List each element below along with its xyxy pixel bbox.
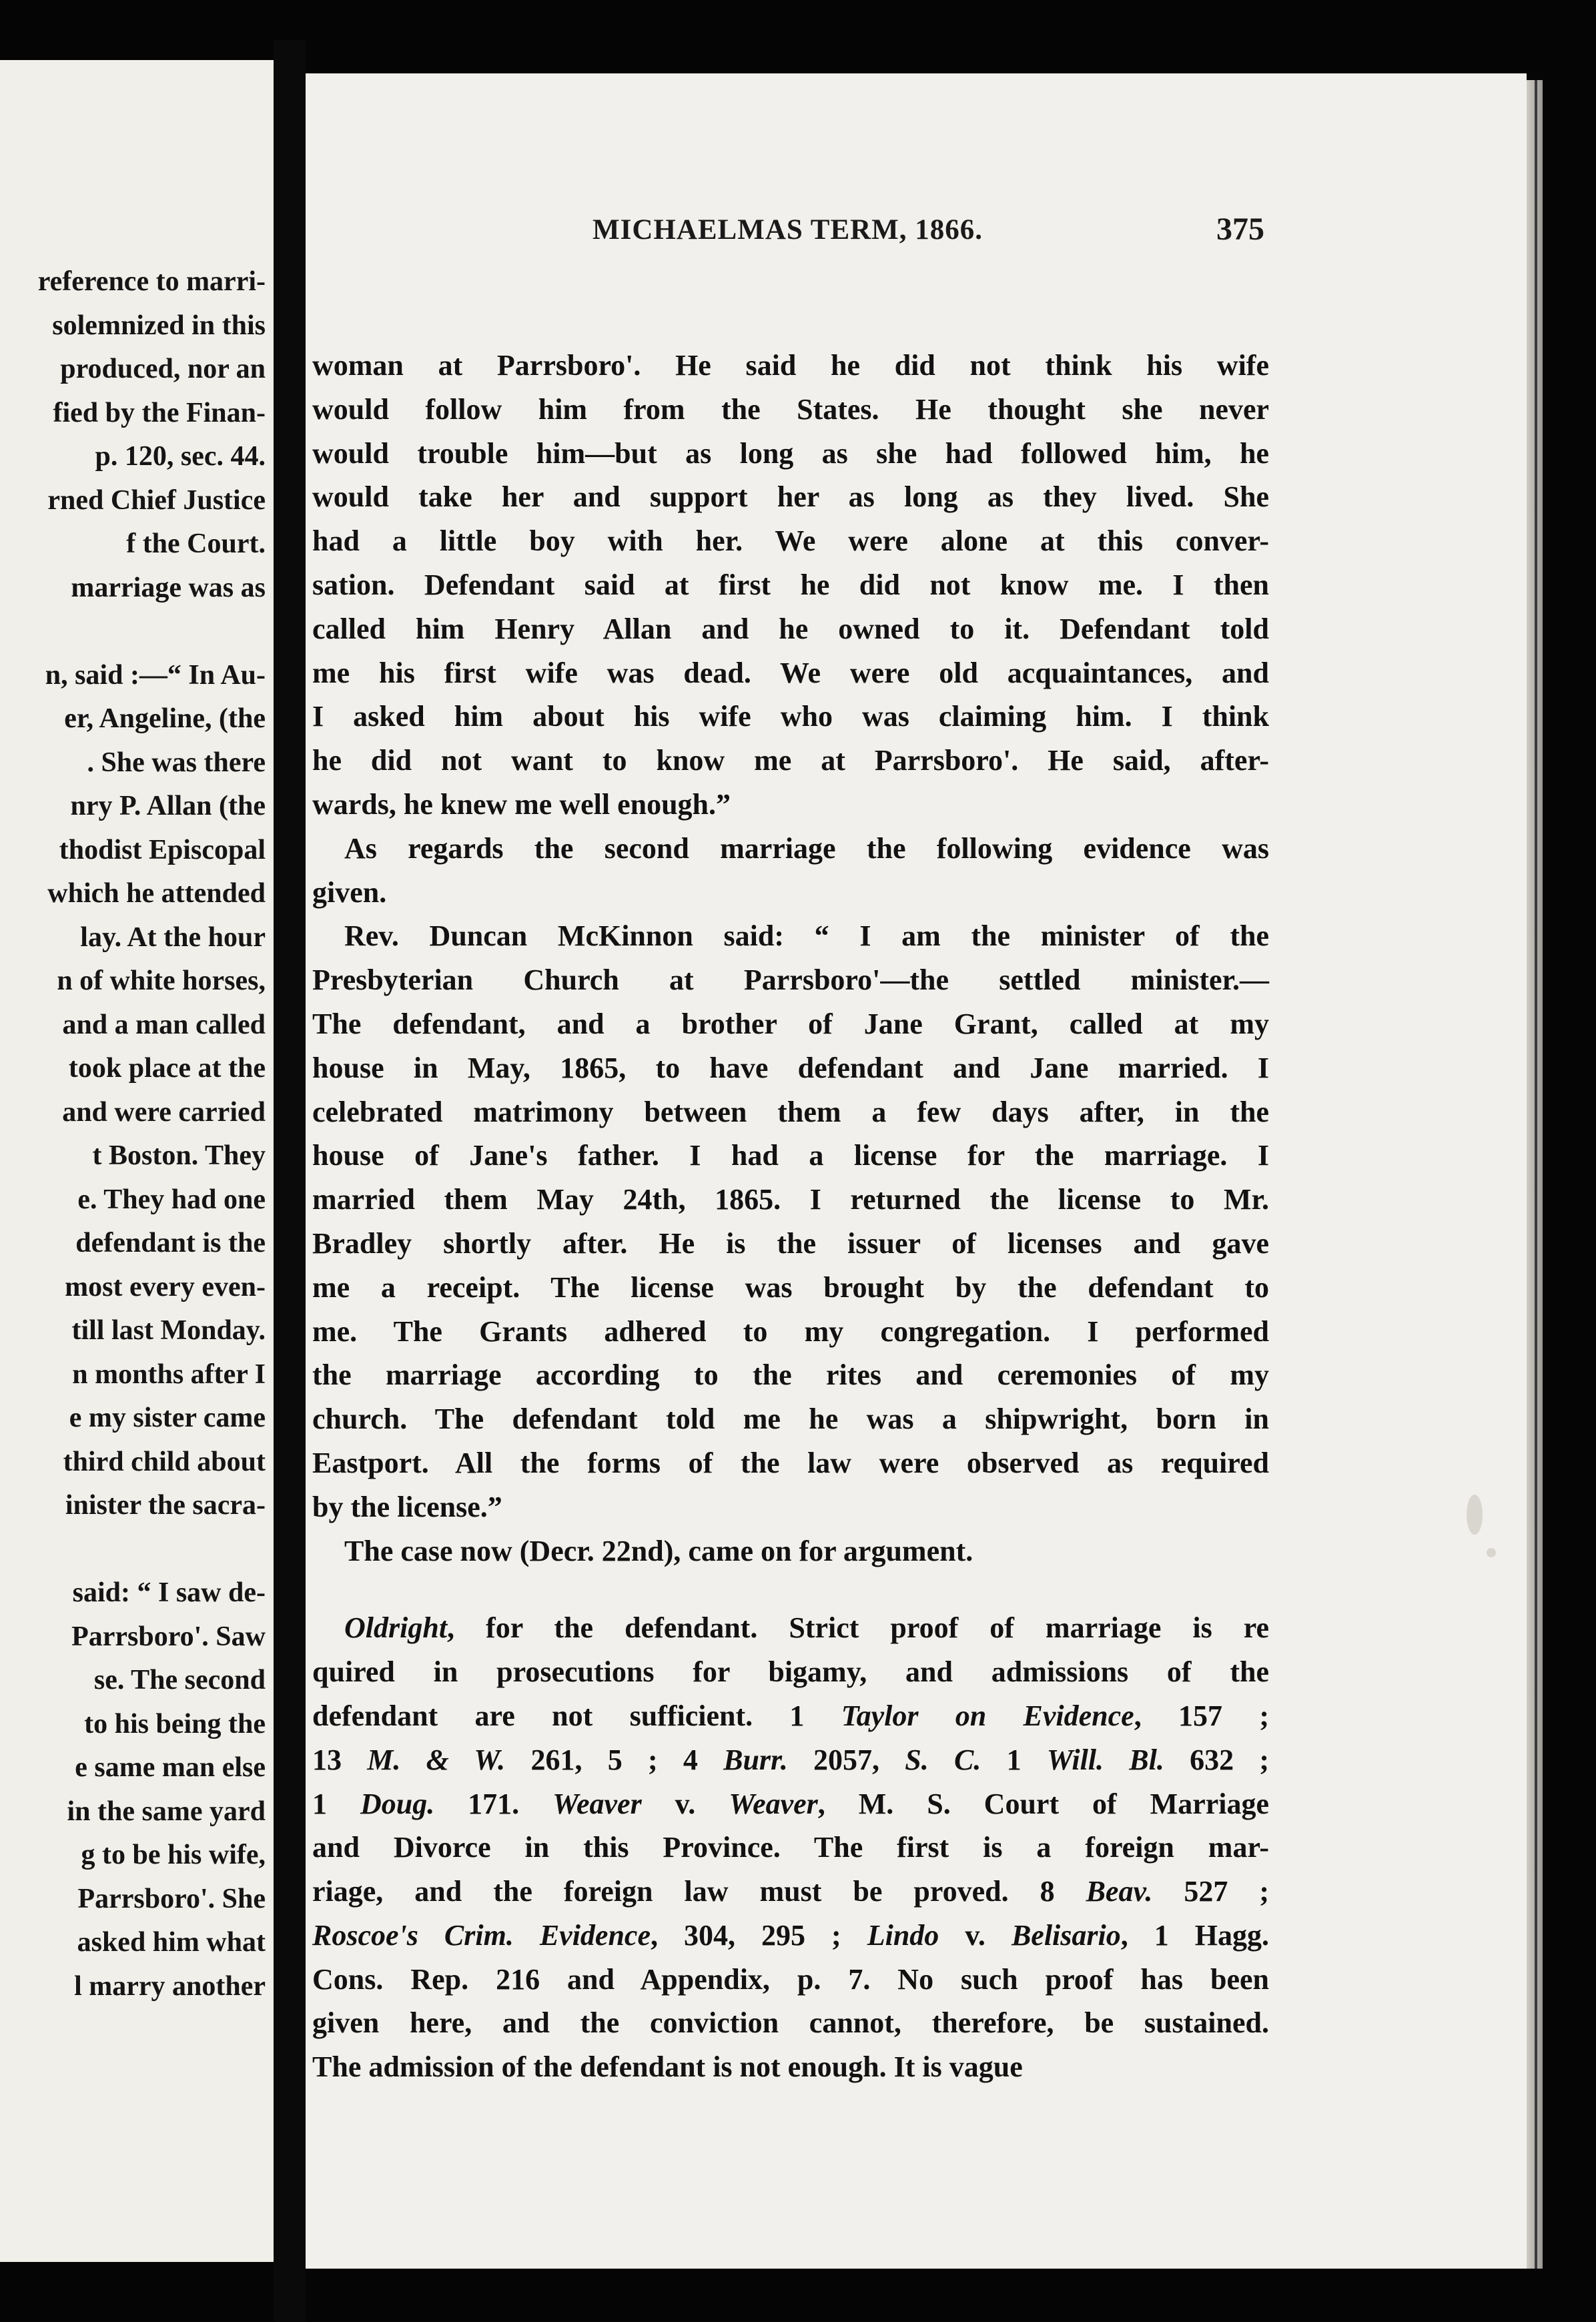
text-line: given here, and the conviction cannot, therefore, be sustained.: [312, 2006, 1269, 2040]
text-line: The admission of the defendant is not enough. It is vague: [312, 2050, 1023, 2084]
facing-page-line: reference to marri-: [37, 266, 266, 297]
text-run: , 304, 295 ;: [651, 1918, 867, 1952]
page-number: 375: [1216, 212, 1264, 247]
text-line: and Divorce in this Province. The first is a foreign mar-: [312, 1831, 1269, 1864]
text-run: riage, and the foreign law must be proved. 8: [312, 1875, 1086, 1908]
text-line: called him Henry Allan and he owned to it. Defendant told: [312, 612, 1269, 645]
facing-page-line: marriage was as: [71, 572, 266, 603]
paragraph-testimony-continued: [312, 344, 1269, 827]
text-line: celebrated matrimony between them a few days after, in the: [312, 1095, 1269, 1128]
case-party: Weaver: [552, 1787, 642, 1820]
page-header: [306, 214, 1527, 254]
text-line: woman at Parrsboro'. He said he did not think his wife: [312, 349, 1269, 382]
text-line: the marriage according to the rites and ceremonies of my: [312, 1359, 1269, 1392]
facing-page-line: p. 120, sec. 44.: [95, 441, 266, 472]
facing-page-line: nry P. Allan (the: [70, 791, 266, 821]
facing-page-line: to his being the: [84, 1708, 266, 1739]
text-line: by the license.”: [312, 1490, 502, 1523]
citation: Taylor on Evidence: [841, 1699, 1134, 1732]
facing-page-line: n, said :—“ In Au-: [45, 659, 266, 691]
text-run: , 1 Hagg.: [1120, 1918, 1269, 1952]
text-run: 171.: [434, 1787, 553, 1820]
facing-page-line: and were carried: [62, 1096, 266, 1128]
facing-page-line: n months after I: [72, 1359, 266, 1390]
facing-page-line: inister the sacra-: [65, 1490, 266, 1521]
running-head: MICHAELMAS TERM, 1866.: [592, 214, 983, 246]
text-line: he did not want to know me at Parrsboro'. He said, after-: [312, 744, 1269, 777]
case-party: Belisario: [1011, 1918, 1121, 1952]
page-edge-rule: [1535, 80, 1537, 2269]
facing-page-line: f the Court.: [126, 528, 266, 559]
facing-page-line: e. They had one: [77, 1184, 266, 1215]
text-line: Presbyterian Church at Parrsboro'—the settled minister.—: [312, 963, 1269, 997]
page-body: [312, 344, 1269, 2089]
text-line: The defendant, and a brother of Jane Grant, called at my: [312, 1007, 1269, 1040]
facing-page-line: defendant is the: [75, 1228, 266, 1258]
citation: Beav.: [1086, 1875, 1153, 1908]
text-line: me his first wife was dead. We were old acquaintances, and: [312, 656, 1269, 689]
scan-speck: [1467, 1495, 1483, 1535]
main-page: [306, 73, 1527, 2269]
text-line: house of Jane's father. I had a license for the marriage. I: [312, 1139, 1269, 1172]
text-line: Bradley shortly after. He is the issuer of licenses and gave: [312, 1226, 1269, 1260]
citation: Burr.: [723, 1743, 788, 1776]
citation: Will. Bl.: [1046, 1743, 1164, 1776]
text-run: 632 ;: [1164, 1743, 1270, 1776]
text-run: 13: [312, 1743, 368, 1776]
facing-page-line: n of white horses,: [57, 965, 266, 996]
text-line: [312, 1606, 1269, 1650]
facing-page-line: rned Chief Justice: [47, 484, 266, 516]
text-line: house in May, 1865, to have defendant and Jane married. I: [312, 1051, 1269, 1084]
facing-page-line: lay. At the hour: [80, 921, 266, 953]
text-run: , 157 ;: [1134, 1699, 1269, 1732]
paragraph-second-marriage-intro: [312, 827, 1269, 915]
text-run: 2057,: [787, 1743, 905, 1776]
facing-page-fragment: [0, 60, 274, 2262]
text-run: defendant are not sufficient. 1: [312, 1699, 841, 1732]
section-gap: [312, 1573, 1269, 1606]
facing-page-line: most every even-: [65, 1271, 266, 1302]
facing-page-line: g to be his wife,: [81, 1840, 266, 1870]
paragraph-case-argument: [312, 1529, 1269, 1573]
facing-page-line: took place at the: [68, 1053, 266, 1084]
text-line: had a little boy with her. We were alone at this conver-: [312, 524, 1269, 558]
facing-page-line: asked him what: [77, 1927, 266, 1958]
facing-page-line: se. The second: [93, 1665, 266, 1695]
text-line: [312, 1738, 1269, 1782]
facing-page-line: produced, nor an: [60, 354, 266, 384]
text-line: wards, he knew me well enough.”: [312, 787, 731, 821]
counsel-name: Oldright: [344, 1611, 448, 1645]
text-run: , M. S. Court of Marriage: [817, 1787, 1270, 1820]
text-line: Eastport. All the forms of the law were observed as required: [312, 1446, 1269, 1479]
text-line: [312, 1914, 1269, 1958]
facing-page-line: l marry another: [74, 1970, 266, 2002]
facing-page-line: e same man else: [75, 1752, 266, 1783]
paragraph-mckinnon-testimony: [312, 914, 1269, 1529]
text-line: me. The Grants adhered to my congregation. I performed: [312, 1314, 1269, 1348]
facing-page-text: [0, 260, 266, 2008]
facing-page-line: Parrsboro'. She: [77, 1883, 266, 1914]
facing-page-line: [0, 610, 266, 654]
text-run: , for the defendant. Strict proof of marriage is re: [447, 1611, 1269, 1645]
facing-page-line: which he attended: [47, 878, 266, 909]
citation: M. & W.: [367, 1743, 506, 1776]
facing-page-line: third child about: [63, 1446, 266, 1477]
text-line: [312, 1870, 1269, 1914]
text-line: [312, 1694, 1269, 1738]
facing-page-line: in the same yard: [67, 1796, 266, 1827]
facing-page-line: Parrsboro'. Saw: [71, 1621, 266, 1652]
facing-page-line: said: “ I saw de-: [72, 1577, 266, 1608]
facing-page-line: . She was there: [87, 747, 266, 778]
citation: Doug.: [360, 1787, 435, 1820]
facing-page-line: thodist Episcopal: [59, 834, 266, 865]
facing-page-line: till last Monday.: [71, 1315, 266, 1346]
text-line: Cons. Rep. 216 and Appendix, p. 7. No such proof has been: [312, 1962, 1269, 1996]
facing-page-line: and a man called: [62, 1009, 266, 1040]
text-line: I asked him about his wife who was claiming him. I think: [312, 700, 1269, 733]
citation: Roscoe's Crim. Evidence: [312, 1918, 651, 1952]
text-line: [312, 1782, 1269, 1826]
text-line: quired in prosecutions for bigamy, and admissions of the: [312, 1655, 1269, 1689]
text-run: v.: [641, 1787, 729, 1820]
facing-page-line: solemnized in this: [52, 310, 266, 341]
text-line: As regards the second marriage the following evidence was: [344, 831, 1269, 865]
text-line: given.: [312, 875, 387, 909]
text-line: would follow him from the States. He thought she never: [312, 392, 1269, 426]
facing-page-line: e my sister came: [69, 1403, 266, 1433]
scan-speck: [1487, 1548, 1496, 1557]
text-line: The case now (Decr. 22nd), came on for argument.: [344, 1534, 973, 1567]
text-run: v.: [939, 1918, 1012, 1952]
text-line: Rev. Duncan McKinnon said: “ I am the minister of the: [344, 919, 1269, 953]
text-run: 1: [312, 1787, 360, 1820]
citation: S. C.: [905, 1743, 981, 1776]
facing-page-line: t Boston. They: [92, 1140, 266, 1171]
text-line: would trouble him—but as long as she had followed him, he: [312, 436, 1269, 470]
text-line: sation. Defendant said at first he did not know me. I then: [312, 568, 1269, 601]
case-party: Lindo: [867, 1918, 939, 1952]
text-run: 1: [981, 1743, 1047, 1776]
facing-page-line: er, Angeline, (the: [64, 703, 266, 734]
text-line: would take her and support her as long as they lived. She: [312, 480, 1269, 514]
text-line: married them May 24th, 1865. I returned the license to Mr.: [312, 1183, 1269, 1216]
facing-page-line: [0, 1528, 266, 1572]
text-line: church. The defendant told me he was a shipwright, born in: [312, 1403, 1269, 1436]
text-run: 527 ;: [1152, 1875, 1270, 1908]
book-gutter: [274, 40, 306, 2322]
text-line: me a receipt. The license was brought by the defendant to: [312, 1270, 1269, 1304]
paragraph-counsel-argument: [312, 1606, 1269, 2089]
facing-page-line: fied by the Finan-: [53, 397, 266, 428]
text-run: 261, 5 ; 4: [505, 1743, 724, 1776]
case-party: Weaver: [729, 1787, 818, 1820]
